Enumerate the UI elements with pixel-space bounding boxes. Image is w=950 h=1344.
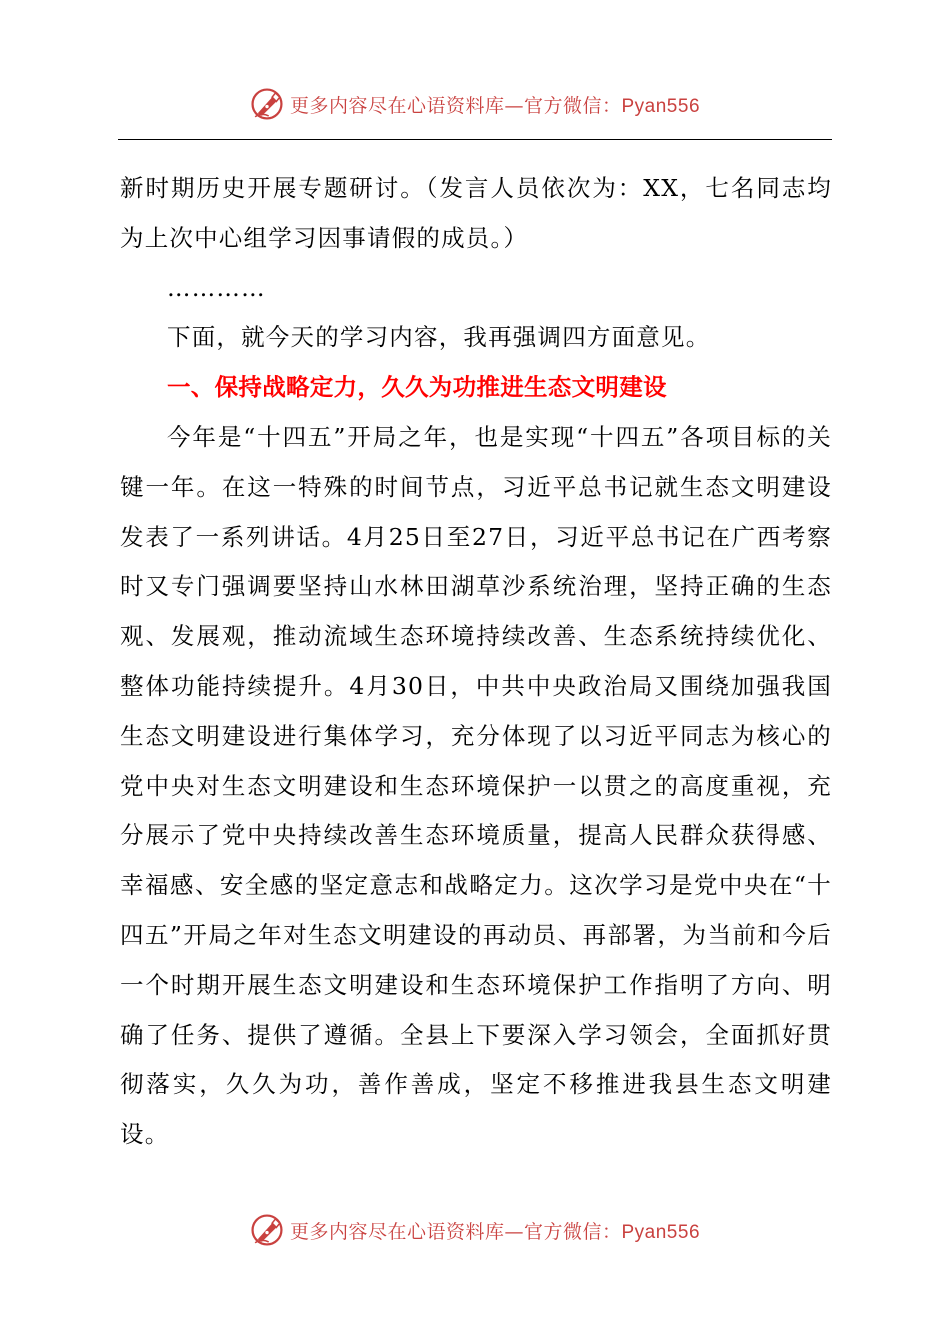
pen-nib-logo-icon xyxy=(250,1213,284,1247)
pen-nib-logo-icon xyxy=(250,87,284,121)
section-heading-1: 一、保持战略定力，久久为功推进生态文明建设 xyxy=(167,373,667,402)
paragraph-body: 今年是“十四五”开局之年，也是实现“十四五”各项目标的关键一年。在这一特殊的时间节点，习近平总书记就生态文明建设发表了一系列讲话。4月25日至27日，习近平总书记在广西考察时又专门强调要坚持山水林田湖草沙系统治理，坚持正确的生态观、发展观，推动流域生态环境持续改善、生态系统持续优化、整体功能持续提升。4月30日，中共中央政治局又围绕加强我国生态文明建设进行集体学习，充分体现了以习近平同志为核心的党中央对生态文明建设和生态环境保护一以贯之的高度重视，充分展示了党中央持续改善生态环境质量，提高人民群众获得感、幸福感、安全感的坚定意志和战略定力。这次学习是党中央在“十四五”开局之年对生态文明建设的再动员、再部署，为当前和今后一个时期开展生态文明建设和生态环境保护工作指明了方向、明确了任务、提供了遵循。全县上下要深入学习领会，全面抓好贯彻落实，久久为功，善作善成，坚定不移推进我县生态文明建设。 xyxy=(120,422,832,1149)
document-body xyxy=(120,164,832,1160)
ellipsis-line: ………… xyxy=(167,273,266,302)
paragraph-intro: 下面，就今天的学习内容，我再强调四方面意见。 xyxy=(167,323,711,352)
header-banner xyxy=(0,84,950,124)
wechat-handle: Pyan556 xyxy=(621,1221,701,1243)
footer-banner xyxy=(0,1210,950,1250)
paragraph-continuation: 新时期历史开展专题研讨。（发言人员依次为：XX，七名同志均为上次中心组学习因事请假的成员。） xyxy=(120,174,832,252)
header-divider xyxy=(118,139,832,140)
header-banner-text: 更多内容尽在心语资料库—官方微信：Pyan556 xyxy=(289,94,701,117)
wechat-handle: Pyan556 xyxy=(621,95,701,117)
footer-banner-text: 更多内容尽在心语资料库—官方微信：Pyan556 xyxy=(289,1220,701,1243)
